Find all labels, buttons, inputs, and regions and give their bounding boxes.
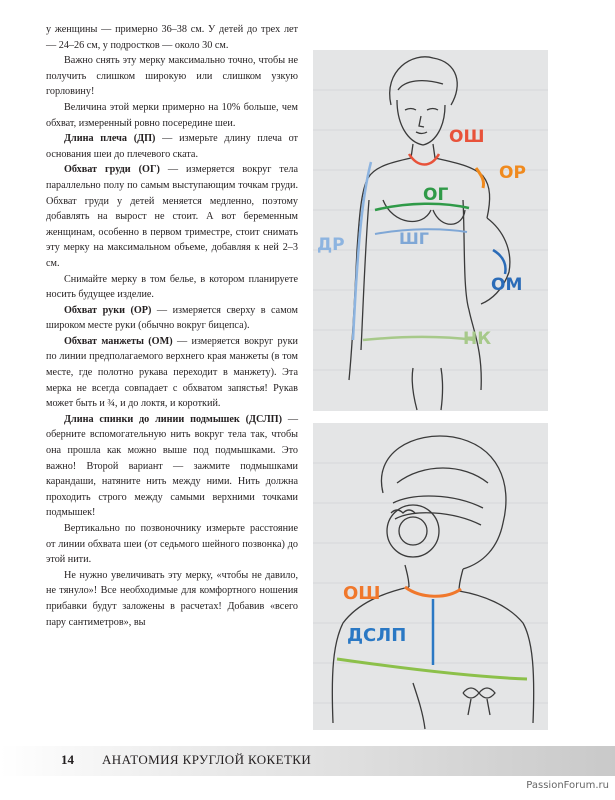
paragraph-text: — измеряется вокруг руки по линии предполагаемого верхнего края манжеты (в том месте, где полотно рукава переходит в манжету). Эта мерка не всегда совпадает с обхватом запястья! Рукав может быть и ¾, и до локтя, и короткий. — [46, 335, 299, 410]
term-heading: Длина спинки до линии подмышек (ДСЛП) — [64, 413, 283, 425]
term-heading: Обхват манжеты (ОМ) — [64, 335, 173, 347]
paragraph-text: — измеряется сверху в самом широком месте руки (обычно вокруг бицепса). — [46, 304, 298, 332]
back-figure-drawing — [313, 423, 548, 730]
paragraph-text: у женщины — примерно 36–38 см. У детей до трех лет — 24–26 см, у подростков — около 30 см. — [46, 24, 298, 51]
paragraph-text: Вертикально по позвоночнику измерьте расстояние от линии обхвата шеи (от седьмого шейного позвонка) до этой нити. — [46, 523, 298, 566]
term-heading: Длина плеча (ДП) — [64, 133, 156, 145]
label-osh: ОШ — [343, 583, 381, 604]
paragraph — [46, 131, 298, 162]
paragraph — [46, 412, 298, 521]
label-dr: ДР — [317, 235, 345, 255]
front-figure-drawing — [313, 50, 548, 411]
paragraph — [46, 272, 298, 303]
paragraph-text: Важно снять эту мерку максимально точно, чтобы не получить слишком широкую или слишком узкую горловину! — [46, 55, 298, 98]
paragraph-text: — оберните вспомогательную нить вокруг тела так, чтобы она прошла как можно выше под подмышками. Это важно! Второй вариант — зажмите подмышками карандаши, натяните нить между ними. Нить должна проходить строго между самыми верхними точками подмышек! — [46, 413, 299, 519]
paragraph — [46, 521, 298, 568]
label-nk: НК — [463, 329, 492, 349]
paragraph-text: — измерьте длину плеча от основания шеи до плечевого ската. — [46, 133, 299, 160]
paragraph — [46, 162, 298, 271]
label-om: ОМ — [491, 275, 523, 295]
term-heading: Обхват руки (ОР) — [64, 304, 152, 316]
figure-front-measurements — [313, 50, 548, 411]
paragraph-text: Не нужно увеличивать эту мерку, «чтобы не давило, не тянуло»! Все необходимые для комфортного ношения прибавки будут заложены в расчетах! Добавив «всего пару сантиметров», вы — [46, 569, 298, 628]
watermark: PassionForum.ru — [526, 780, 609, 791]
running-head: АНАТОМИЯ КРУГЛОЙ КОКЕТКИ — [102, 752, 312, 767]
paragraph — [46, 100, 298, 131]
paragraph-text: — измеряется вокруг тела параллельно полу по самым выступающим точкам груди. Обхват груди у детей меняется медленно, поэтому добавлять на вырост не стоит. А вот беременным женщинам, особенно в первом триместре, стоит снимать эту мерку на максимальном объеме, добавляя к ней 2–3 см. — [46, 164, 299, 269]
label-or: ОР — [499, 163, 526, 183]
term-heading: Обхват груди (ОГ) — [64, 164, 160, 176]
paragraph — [46, 334, 298, 412]
label-og: ОГ — [423, 185, 449, 205]
paragraph — [46, 568, 298, 630]
paragraph — [46, 303, 298, 334]
figure-back-measurements — [313, 423, 548, 730]
label-dslp: ДСЛП — [347, 625, 407, 646]
paragraph-text: Снимайте мерку в том белье, в котором планируете носить будущее изделие. — [46, 273, 298, 301]
woman-front-figure — [349, 57, 510, 410]
body-text-column — [46, 22, 298, 630]
paragraph — [46, 53, 298, 100]
label-sh: ШГ — [399, 229, 429, 248]
label-osh: ОШ — [449, 127, 485, 147]
page-number: 14 — [61, 752, 74, 767]
paragraph-text: Величина этой мерки примерно на 10% больше, чем обхват, измеренный ровно посередине шеи. — [46, 101, 298, 129]
paragraph — [46, 22, 298, 53]
